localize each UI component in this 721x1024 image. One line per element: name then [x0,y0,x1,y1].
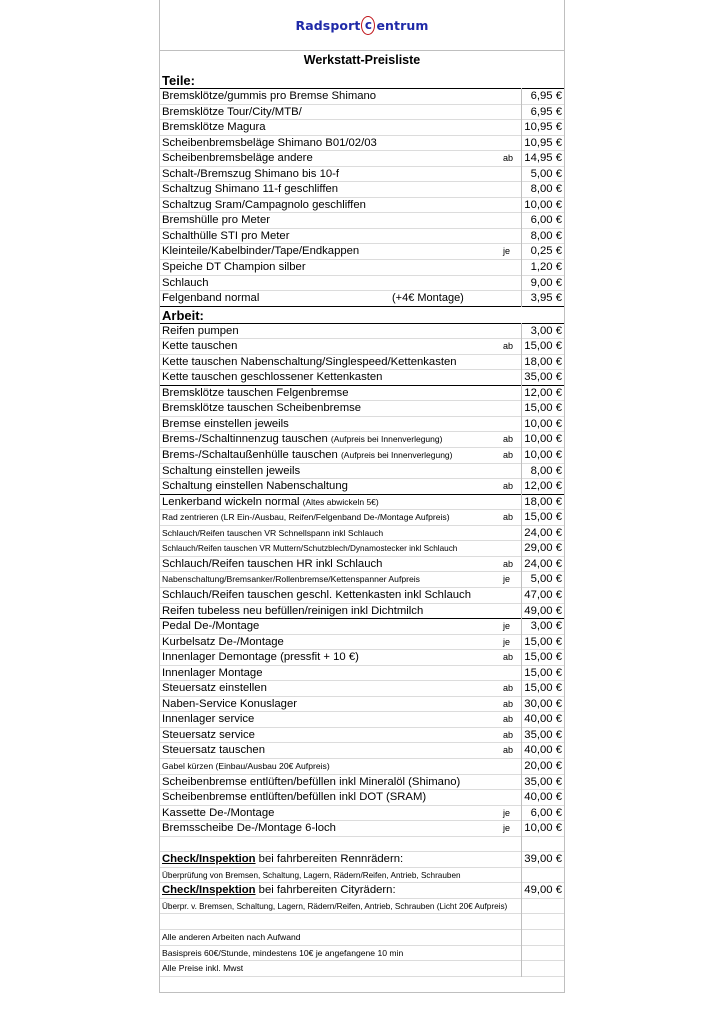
item-price: 6,95 € [530,90,562,102]
item-label-text: Kette tauschen geschlossener Kettenkasten [162,371,383,384]
item-price: 24,00 € [524,557,562,570]
price-row [160,198,564,214]
item-price: 3,00 € [530,620,562,633]
item-price: 40,00 € [524,744,562,757]
page-title: Werkstatt-Preisliste [303,53,421,67]
logo-right-text: entrum [376,17,429,33]
column-divider [521,836,522,853]
item-label-text: Pedal De-/Montage [162,620,260,633]
item-label-text: Kette tauschen [162,340,238,353]
item-price: 10,95 € [524,136,562,149]
item-label [162,167,339,182]
price-row [160,572,564,588]
item-label [162,681,267,696]
price-row [160,650,564,666]
price-row [160,105,564,121]
item-label [162,276,208,291]
item-label-text: Schalt-/Bremszug Shimano bis 10-f [162,167,340,180]
price-row [160,681,564,697]
price-row [160,291,564,307]
item-price: 9,00 € [530,276,562,289]
price-row [160,136,564,152]
price-row [160,510,564,526]
item-label [162,697,297,712]
item-label [162,619,259,634]
check-label [162,883,396,898]
item-price: 35,00 € [524,775,562,788]
item-price: 29,00 € [524,542,562,555]
price-prefix: je [503,823,511,834]
item-price: 1,20 € [530,261,562,274]
item-label [162,604,423,619]
item-label-text: Brems-/Schaltinnenzug tauschen [162,433,328,446]
item-price: 10,95 € [524,121,562,134]
item-label-text: Schlauch/Reifen tauschen HR inkl Schlauch [162,557,383,570]
price-row [160,260,564,276]
check-description: bei fahrbereiten Rennrädern: [255,853,404,866]
logo [160,0,564,51]
item-price: 12,00 € [524,480,562,493]
price-row [160,790,564,806]
item-label-text: Nabenschaltung/Bremsanker/Rollenbremse/Kettenspanner Aufpreis [162,574,420,585]
item-label [162,386,349,401]
price-prefix: ab [503,729,514,740]
section-heading [160,72,564,89]
item-label-text: Reifen pumpen [162,324,239,337]
item-label-text: Bremsscheibe De-/Montage 6-loch [162,822,336,835]
footer-text: Alle anderen Arbeiten nach Aufwand [162,931,301,942]
item-label [162,666,263,681]
section-heading [160,307,564,324]
price-row [160,635,564,651]
item-label-text: Bremsklötze Magura [162,121,266,134]
item-price: 40,00 € [524,713,562,726]
item-label-text: Innenlager Montage [162,666,263,679]
item-price: 15,00 € [524,651,562,664]
price-row [160,604,564,620]
price-prefix: ab [503,434,514,445]
section-heading-label: Arbeit: [162,307,204,323]
item-label-text: Felgenband normal [162,292,260,305]
column-divider [521,867,522,884]
logo-c-circle: c [361,16,375,35]
check-price: 49,00 € [524,884,562,897]
check-detail-row [160,868,564,884]
item-label [162,759,330,774]
item-label-text: Scheibenbremse entlüften/befüllen inkl DOT (SRAM) [162,791,427,804]
logo-left-text: Radsport [295,17,361,33]
item-price: 10,00 € [524,433,562,446]
price-row [160,666,564,682]
item-price: 8,00 € [530,183,562,196]
price-row [160,89,564,105]
item-price: 6,95 € [530,105,562,118]
item-label-text: Innenlager Demontage (pressfit + 10 €) [162,651,359,664]
item-label [162,89,376,104]
price-row [160,728,564,744]
item-label-text: Steuersatz service [162,728,255,741]
item-label [162,479,348,494]
item-price: 15,00 € [524,635,562,648]
price-prefix: je [503,636,511,647]
price-row [160,229,564,245]
check-price: 39,00 € [524,853,562,866]
item-price: 20,00 € [524,759,562,772]
price-row [160,120,564,136]
column-divider [521,945,522,962]
price-sheet [159,0,565,993]
column-divider [521,929,522,946]
item-label [162,464,300,479]
price-row [160,697,564,713]
item-price: 6,00 € [530,214,562,227]
item-label-text: Speiche DT Champion silber [162,261,306,274]
item-label-text: Schlauch/Reifen tauschen VR Muttern/Schutzblech/Dynamostecker inkl Schlauch [162,544,458,554]
item-note: (+4€ Montage) [392,292,464,305]
item-label [162,572,420,587]
item-label-text: Innenlager service [162,713,255,726]
item-price: 47,00 € [524,588,562,601]
item-note: (Aufpreis bei Innenverlegung) [330,434,443,445]
price-prefix: ab [503,745,514,756]
price-row [160,151,564,167]
price-row [160,526,564,542]
price-row [160,355,564,371]
price-prefix: ab [503,153,514,164]
item-label-text: Brems-/Schaltaußenhülle tauschen [162,449,338,462]
price-prefix: je [503,807,511,818]
item-label [162,355,457,370]
item-label-text: Kette tauschen Nabenschaltung/Singlespeed/Kettenkasten [162,355,457,368]
price-row [160,182,564,198]
item-price: 30,00 € [524,697,562,710]
item-price: 15,00 € [524,402,562,415]
item-price: 6,00 € [530,806,562,819]
price-row [160,448,564,464]
logo-wordmark [296,16,429,35]
price-row [160,417,564,433]
item-label [162,728,255,743]
price-row [160,339,564,355]
item-label [162,229,289,244]
item-label [162,510,450,525]
price-prefix: je [503,621,511,632]
price-row [160,821,564,837]
item-label [162,182,338,197]
item-label [162,743,265,758]
item-price: 8,00 € [530,464,562,477]
price-row [160,370,564,386]
item-label [162,120,266,135]
price-row [160,619,564,635]
item-label [162,650,359,665]
item-price: 10,00 € [524,198,562,211]
check-title: Check/Inspektion [162,853,256,866]
spacer-row [160,914,564,930]
item-price: 3,95 € [530,292,562,305]
check-detail-row [160,899,564,915]
price-row [160,386,564,402]
item-price: 35,00 € [524,371,562,384]
price-row [160,464,564,480]
item-label [162,198,366,213]
item-label [162,541,457,556]
price-prefix: je [503,246,511,257]
footer-row [160,946,564,962]
item-label [162,291,259,306]
item-label-text: Schaltzug Shimano 11-f geschliffen [162,183,339,196]
item-label [162,432,442,447]
item-price: 5,00 € [530,167,562,180]
item-label [162,448,452,463]
item-price: 15,00 € [524,666,562,679]
item-label-text: Schlauch [162,276,209,289]
item-label-text: Lenkerband wickeln normal [162,495,300,508]
item-price: 3,00 € [530,324,562,337]
price-prefix: ab [503,450,514,461]
price-row [160,479,564,495]
item-label [162,260,306,275]
price-row [160,557,564,573]
price-row [160,588,564,604]
price-prefix: ab [503,558,514,569]
item-label [162,557,382,572]
item-label-text: Bremse einstellen jeweils [162,417,289,430]
item-price: 18,00 € [524,355,562,368]
item-label-text: Kleinteile/Kabelbinder/Tape/Endkappen [162,245,360,258]
item-label [162,712,254,727]
item-label-text: Scheibenbremsbeläge Shimano B01/02/03 [162,136,377,149]
item-label-text: Schalthülle STI pro Meter [162,229,290,242]
section-heading-label: Teile: [162,73,195,88]
price-row [160,806,564,822]
item-label [162,136,377,151]
spacer-row [160,837,564,853]
check-title: Check/Inspektion [162,884,256,897]
item-price: 15,00 € [524,682,562,695]
item-price: 24,00 € [524,526,562,539]
item-price: 15,00 € [524,511,562,524]
price-row [160,167,564,183]
footer-row [160,961,564,977]
item-label [162,401,361,416]
item-label [162,821,336,836]
price-row [160,213,564,229]
item-label [162,495,379,510]
item-label [162,324,239,339]
price-row [160,743,564,759]
price-row [160,541,564,557]
price-row [160,432,564,448]
item-price: 18,00 € [524,495,562,508]
column-divider [521,898,522,915]
item-label-text: Gabel kürzen (Einbau/Ausbau 20€ Aufpreis) [162,760,330,771]
price-prefix: ab [503,698,514,709]
item-label-text: Bremsklötze tauschen Felgenbremse [162,386,349,399]
price-prefix: ab [503,652,514,663]
price-row [160,775,564,791]
item-label-text: Bremsklötze tauschen Scheibenbremse [162,402,362,415]
item-label-text: Scheibenbremsbeläge andere [162,152,313,165]
item-price: 49,00 € [524,604,562,617]
item-label [162,526,383,541]
item-price: 8,00 € [530,229,562,242]
price-row [160,401,564,417]
item-note: (Aufpreis bei Innenverlegung) [340,450,453,461]
item-label-text: Naben-Service Konuslager [162,697,298,710]
item-label-text: Schlauch/Reifen tauschen VR Schnellspann inkl Schlauch [162,527,384,538]
price-prefix: ab [503,481,514,492]
item-label-text: Kurbelsatz De-/Montage [162,635,284,648]
item-label [162,588,471,603]
item-label [162,790,426,805]
price-row [160,244,564,260]
item-note: (Altes abwickeln 5€) [302,496,379,507]
footer-text: Alle Preise inkl. Mwst [162,963,244,974]
item-label-text: Bremshülle pro Meter [162,214,270,227]
price-prefix: ab [503,683,514,694]
check-row [160,883,564,899]
price-prefix: je [503,574,511,585]
item-label-text: Rad zentrieren (LR Ein-/Ausbau, Reifen/Felgenband De-/Montage Aufpreis) [162,512,450,523]
price-row [160,324,564,340]
item-label-text: Schlauch/Reifen tauschen geschl. Kettenkasten inkl Schlauch [162,588,471,601]
item-price: 10,00 € [524,822,562,835]
price-prefix: ab [503,714,514,725]
item-price: 40,00 € [524,791,562,804]
check-label [162,852,403,867]
column-divider [521,913,522,930]
item-label [162,151,313,166]
item-label [162,370,382,385]
item-price: 35,00 € [524,728,562,741]
item-price: 14,95 € [524,152,562,165]
check-detail: Überprüfung von Bremsen, Schaltung, Lagern, Rädern/Reifen, Antrieb, Schrauben [162,870,461,880]
item-label-text: Kassette De-/Montage [162,806,275,819]
item-label-text: Bremsklötze Tour/City/MTB/ [162,105,302,118]
item-label [162,213,270,228]
item-label-text: Reifen tubeless neu befüllen/reinigen inkl Dichtmilch [162,604,424,617]
item-label-text: Steuersatz einstellen [162,682,267,695]
item-price: 12,00 € [524,386,562,399]
column-divider [521,960,522,977]
item-label [162,775,460,790]
item-label [162,105,302,120]
item-label-text: Schaltzug Sram/Campagnolo geschliffen [162,198,366,211]
item-price: 10,00 € [524,417,562,430]
footer-row [160,930,564,946]
price-row [160,712,564,728]
item-price: 5,00 € [530,573,562,586]
item-label-text: Steuersatz tauschen [162,744,265,757]
item-label-text: Scheibenbremse entlüften/befüllen inkl Mineralöl (Shimano) [162,775,461,788]
item-label-text: Schaltung einstellen jeweils [162,464,301,477]
item-price: 15,00 € [524,340,562,353]
check-description: bei fahrbereiten Cityrädern: [255,884,396,897]
item-label-text: Schaltung einstellen Nabenschaltung [162,480,348,493]
price-prefix: ab [503,341,514,352]
item-label [162,244,359,259]
price-row [160,276,564,292]
price-row [160,495,564,511]
item-price: 0,25 € [530,245,562,258]
item-label [162,417,289,432]
check-row [160,852,564,868]
footer-text: Basispreis 60€/Stunde, mindestens 10€ je angefangene 10 min [162,947,404,958]
item-label [162,806,274,821]
item-label [162,339,237,354]
item-label-text: Bremsklötze/gummis pro Bremse Shimano [162,90,377,102]
price-prefix: ab [503,512,514,523]
item-label [162,635,284,650]
price-table [160,72,564,977]
check-detail: Überpr. v. Bremsen, Schaltung, Lagern, Rädern/Reifen, Antrieb, Schrauben (Licht 20€ Aufpreis) [162,901,508,911]
item-price: 10,00 € [524,449,562,462]
price-row [160,759,564,775]
